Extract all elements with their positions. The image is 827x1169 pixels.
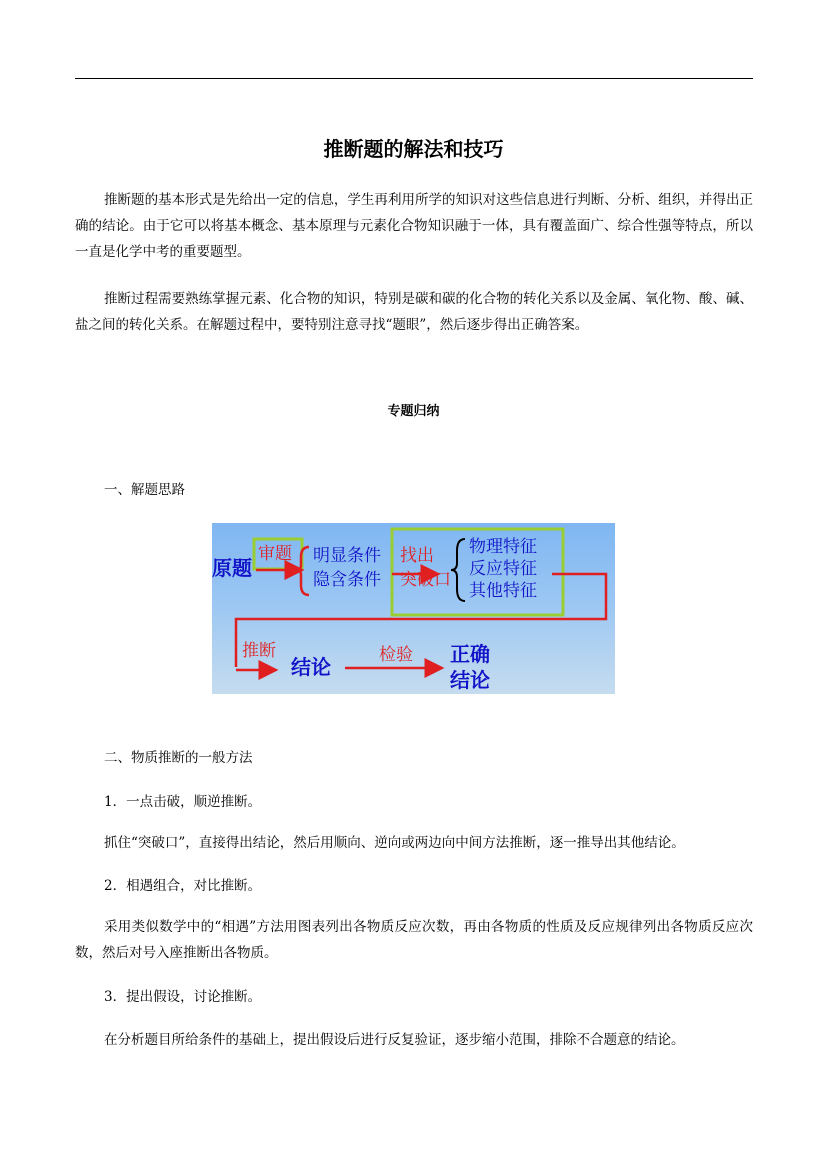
jianyan-label: 检验 — [379, 645, 413, 665]
part1-heading: 一、解题思路 — [104, 482, 185, 498]
method-2-text: 采用类似数学中的“相遇”方法用图表列出各物质反应次数，再由各物质的性质及反应规律列出各物质反应次数，然后对号入座推断出各物质。 — [75, 919, 753, 961]
page-title: 推断题的解法和技巧 — [323, 137, 504, 161]
yuanti-label: 原题 — [212, 556, 252, 580]
condition-1: 明显条件 — [313, 546, 381, 566]
part2-heading: 二、物质推断的一般方法 — [104, 750, 253, 766]
method-2-heading: 2．相遇组合，对比推断。 — [104, 878, 262, 894]
jielun-label: 结论 — [291, 655, 331, 679]
intro-paragraph-2: 推断过程需要熟练掌握元素、化合物的知识，特别是碳和碳的化合物的转化关系以及金属、氧化物、酸、碱、盐之间的转化关系。在解题过程中，要特别注意寻找“题眼”，然后逐步得出正确答案。 — [75, 291, 753, 333]
tupokou-label: 突破口 — [400, 570, 451, 590]
correct-label-1: 正确 — [450, 642, 490, 666]
condition-2: 隐含条件 — [313, 570, 381, 590]
method-3-heading: 3．提出假设，讨论推断。 — [104, 989, 262, 1005]
method-3-text: 在分析题目所给条件的基础上，提出假设后进行反复验证，逐步缩小范围，排除不合题意的结论。 — [104, 1032, 685, 1048]
correct-label-2: 结论 — [450, 668, 490, 692]
method-1-heading: 1．一点击破，顺逆推断。 — [104, 794, 262, 810]
shenti-label: 审题 — [258, 544, 292, 564]
tuiduan-label: 推断 — [242, 641, 276, 661]
feature-3: 其他特征 — [469, 581, 537, 601]
zhaochu-label: 找出 — [400, 546, 434, 566]
features-brace — [451, 539, 465, 601]
header-rule — [75, 78, 753, 79]
method-1-text: 抓住“突破口”，直接得出结论，然后用顺向、逆向或两边向中间方法推断，逐一推导出其他结论。 — [104, 835, 685, 851]
section-title: 专题归纳 — [387, 404, 440, 419]
intro-paragraph-1: 推断题的基本形式是先给出一定的信息，学生再利用所学的知识对这些信息进行判断、分析、组织，并得出正确的结论。由于它可以将基本概念、基本原理与元素化合物知识融于一体，具有覆盖面广、综合性强等特点，所以一直是化学中考的重要题型。 — [75, 192, 753, 260]
feature-2: 反应特征 — [469, 559, 537, 579]
solution-flow-diagram — [212, 523, 615, 694]
feature-1: 物理特征 — [469, 537, 537, 557]
